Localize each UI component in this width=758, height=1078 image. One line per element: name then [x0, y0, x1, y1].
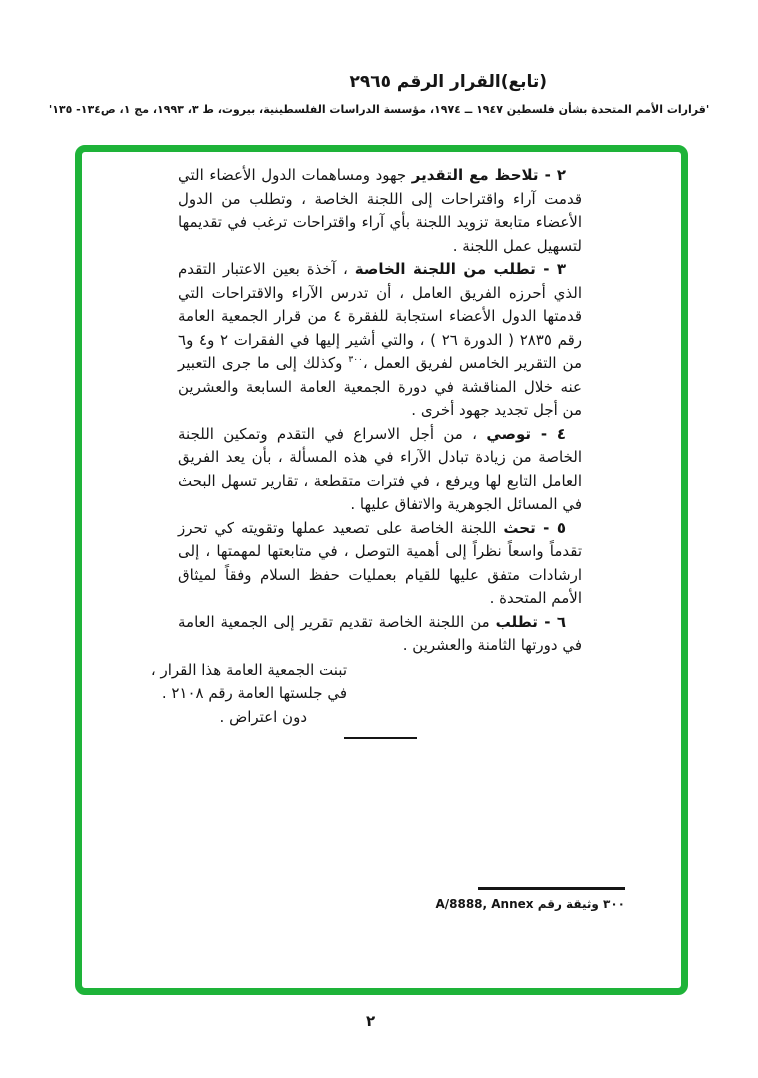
source-citation-line: 'قرارات الأمم المتحدة بشأن فلسطين ١٩٤٧ ــ ١٩٧٤، مؤسسة الدراسات الفلسطينية، بيروت، ط ٣، ١٩٩٣، مج ١، ص١٣٤- ١٣٥': [48, 103, 710, 116]
footnote-ref-300: ٣٠٠: [348, 355, 363, 365]
resolution-paragraph-3: [178, 258, 582, 423]
paragraph-4-lead: ٤ - توصي: [486, 424, 566, 443]
resolution-paragraph-4: [178, 423, 582, 517]
paragraph-6-lead: ٦ - تطلب: [495, 612, 566, 631]
paragraph-5-lead: ٥ - تحث: [503, 518, 566, 537]
paragraph-5-text: اللجنة الخاصة على تصعيد عملها وتقويته كي تحرز تقدماً واسعاً نظراً إلى أهمية التوصل ، في متابعتها لمهمتها ، إلى ارشادات متفق عليها للقيام بعمليات حفظ السلام وفقاً لميثاق الأمم المتحدة .: [178, 518, 582, 607]
footnote-citation: ٣٠٠ وثيقة رقم A/8888, Annex: [435, 897, 625, 911]
paragraph-2-lead: ٢ - تلاحظ مع التقدير: [411, 166, 566, 184]
adoption-line-3: دون اعتراض .: [219, 707, 307, 726]
adoption-statement: [150, 659, 347, 730]
adoption-line-1: تبنت الجمعية العامة هذا القرار ،: [150, 660, 347, 679]
paragraph-4-text: ، من أجل الاسراع في التقدم وتمكين اللجنة الخاصة من زيادة تبادل الآراء في هذه المسألة ، بأن يعد الفريق العامل التابع لها ويرفع ، في فترات متقطعة ، تقارير تسهل البحث في المسائل الجوهرية والاتفاق عليها .: [178, 424, 582, 513]
resolution-paragraph-6: [178, 611, 582, 658]
closing-divider: [344, 737, 417, 739]
paragraph-2-text: جهود ومساهمات الدول الأعضاء التي قدمت آراء واقتراحات إلى اللجنة الخاصة ، وتطلب من الدول الأعضاء متابعة تزويد اللجنة بأي آراء واقتراحات ترغب في تقديمها لتسهيل عمل اللجنة .: [178, 166, 582, 255]
paragraph-3-lead: ٣ - تطلب من اللجنة الخاصة: [354, 260, 566, 278]
paragraph-3-text-after: وكذلك إلى ما جرى التعبير عنه خلال المناقشة في دورة الجمعية العامة السابعة والعشرين من أجل تجديد جهود أخرى .: [178, 354, 582, 419]
resolution-paragraph-5: [178, 517, 582, 611]
resolution-paragraph-2: [178, 164, 582, 258]
footnote-rule: [478, 887, 625, 890]
paragraph-6-text: من اللجنة الخاصة تقديم تقرير إلى الجمعية العامة في دورتها الثامنة والعشرين .: [178, 612, 582, 654]
page-number: ٢: [366, 1012, 376, 1030]
resolution-title: (تابع)القرار الرقم ٢٩٦٥: [349, 72, 547, 92]
paragraph-3-text: ، آخذة بعين الاعتبار التقدم الذي أحرزه الفريق العامل ، أن تدرس الآراء والاقتراحات التي قدمتها الدول الأعضاء استجابة للفقرة ٤ من قرار الجمعية العامة رقم ٢٨٣٥ ( الدورة ٢٦ ) ، والتي أشير إليها في الفقرات ٢ و٤ و٦ من التقرير الخامس لفريق العمل ،: [178, 260, 583, 372]
adoption-line-2: في جلستها العامة رقم ٢١٠٨ .: [161, 684, 347, 702]
resolution-body: [150, 164, 583, 739]
